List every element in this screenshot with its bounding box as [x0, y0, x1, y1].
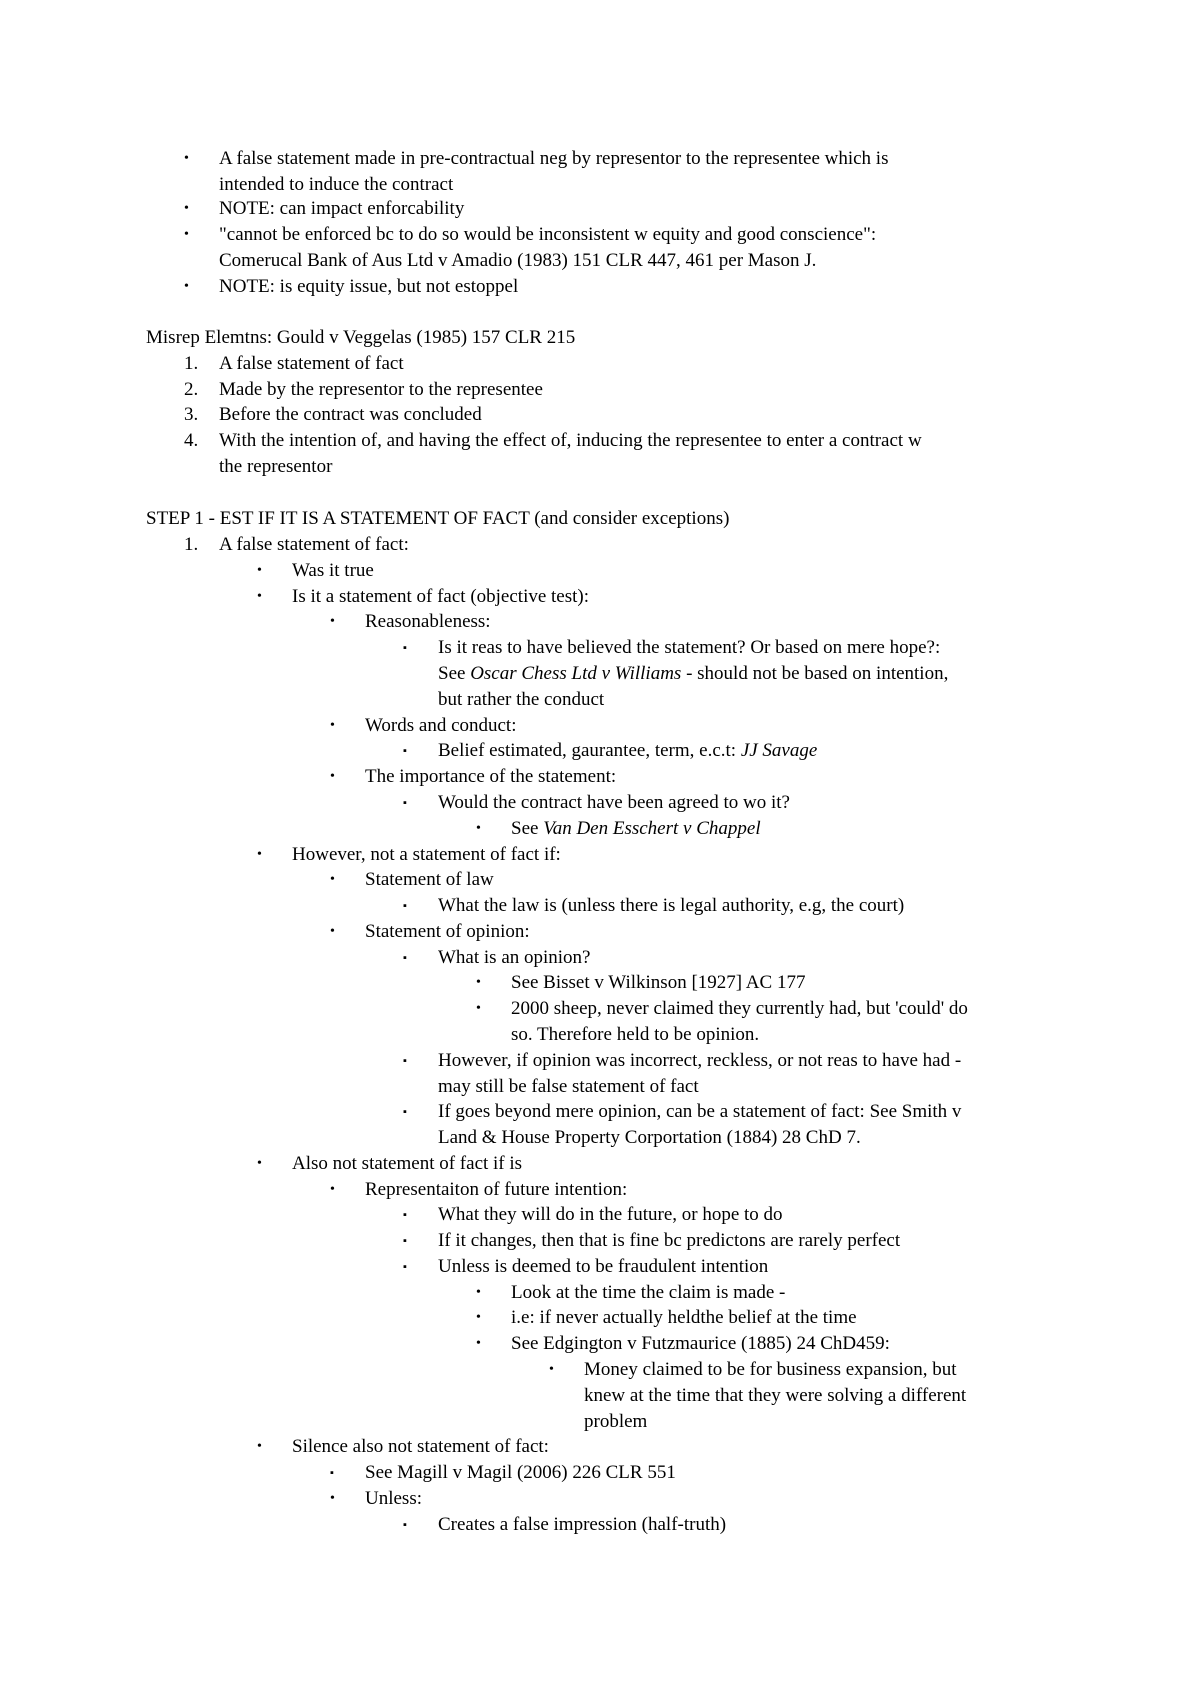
- bullet: •: [330, 614, 335, 629]
- bullet: •: [476, 1310, 481, 1325]
- square-bullet: ▪: [403, 797, 407, 809]
- step1-line: but rather the conduct: [438, 689, 605, 710]
- bullet: •: [549, 1362, 554, 1377]
- square-bullet: ▪: [403, 1055, 407, 1067]
- step1-line: See Magill v Magil (2006) 226 CLR 551: [365, 1462, 676, 1483]
- text-run: See: [438, 663, 471, 684]
- step1-line: so. Therefore held to be opinion.: [511, 1024, 760, 1045]
- text-run: Belief estimated, gaurantee, term, e.c.t:: [438, 740, 741, 761]
- step1-line: What is an opinion?: [438, 947, 591, 968]
- square-bullet: ▪: [403, 1209, 407, 1221]
- bullet: •: [330, 1491, 335, 1506]
- step1-line: [511, 817, 761, 841]
- case-name: Van Den Esschert v Chappel: [543, 818, 761, 839]
- square-bullet: ▪: [403, 1261, 407, 1273]
- bullet: •: [330, 769, 335, 784]
- bullet: •: [184, 279, 189, 294]
- bullet: •: [476, 1336, 481, 1351]
- square-bullet: ▪: [403, 900, 407, 912]
- intro-line: intended to induce the contract: [219, 174, 454, 195]
- square-bullet: ▪: [403, 745, 407, 757]
- list-number: 1.: [184, 534, 199, 555]
- step1-line: Silence also not statement of fact:: [292, 1436, 549, 1457]
- step1-line: i.e: if never actually heldthe belief at the time: [511, 1307, 857, 1328]
- step1-line: See Edgington v Futzmaurice (1885) 24 ChD459:: [511, 1333, 890, 1354]
- step1-line: Would the contract have been agreed to wo it?: [438, 792, 790, 813]
- step1-line: Land & House Property Corportation (1884) 28 ChD 7.: [438, 1127, 861, 1148]
- square-bullet: ▪: [403, 642, 407, 654]
- bullet: •: [257, 847, 262, 862]
- intro-line: NOTE: can impact enforcability: [219, 198, 465, 219]
- misrep-item: Before the contract was concluded: [219, 404, 482, 425]
- step1-line: problem: [584, 1411, 648, 1432]
- step1-line: However, if opinion was incorrect, reckless, or not reas to have had -: [438, 1050, 962, 1071]
- bullet: •: [476, 1285, 481, 1300]
- step1-line: Is it reas to have believed the statement? Or based on mere hope?:: [438, 637, 941, 658]
- step1-line: Representaiton of future intention:: [365, 1179, 628, 1200]
- square-bullet: ▪: [403, 1519, 407, 1531]
- misrep-item: Made by the representor to the representee: [219, 379, 543, 400]
- intro-line: NOTE: is equity issue, but not estoppel: [219, 276, 519, 297]
- step1-line: Unless is deemed to be fraudulent intention: [438, 1256, 769, 1277]
- misrep-item: With the intention of, and having the effect of, inducing the representee to enter a contract w: [219, 430, 922, 451]
- bullet: •: [330, 718, 335, 733]
- step1-line: See Bisset v Wilkinson [1927] AC 177: [511, 972, 806, 993]
- case-name: Oscar Chess Ltd v Williams: [470, 663, 682, 684]
- bullet: •: [330, 872, 335, 887]
- step1-line: [438, 662, 948, 686]
- list-number: 1.: [184, 353, 199, 374]
- intro-line: "cannot be enforced bc to do so would be inconsistent w equity and good conscience":: [219, 224, 877, 245]
- bullet: •: [330, 924, 335, 939]
- step1-line: Was it true: [292, 560, 374, 581]
- step1-line: Money claimed to be for business expansion, but: [584, 1359, 957, 1380]
- step1-line: [438, 739, 817, 763]
- step1-line: However, not a statement of fact if:: [292, 844, 561, 865]
- bullet: •: [476, 975, 481, 990]
- step1-line: Also not statement of fact if is: [292, 1153, 523, 1174]
- bullet: •: [257, 563, 262, 578]
- step1-line: 2000 sheep, never claimed they currently had, but 'could' do: [511, 998, 968, 1019]
- misrep-item: the representor: [219, 456, 333, 477]
- misrep-item: A false statement of fact: [219, 353, 404, 374]
- step1-line: If goes beyond mere opinion, can be a statement of fact: See Smith v: [438, 1101, 962, 1122]
- step1-line: Creates a false impression (half-truth): [438, 1514, 727, 1535]
- square-bullet: ▪: [330, 1467, 334, 1479]
- intro-line: Comerucal Bank of Aus Ltd v Amadio (1983) 151 CLR 447, 461 per Mason J.: [219, 250, 817, 271]
- bullet: •: [184, 227, 189, 242]
- step1-line: What the law is (unless there is legal authority, e.g, the court): [438, 895, 905, 916]
- case-name: JJ Savage: [740, 740, 818, 761]
- step1-line: If it changes, then that is fine bc predictons are rarely perfect: [438, 1230, 901, 1251]
- step1-line: A false statement of fact:: [219, 534, 409, 555]
- text-run: See: [511, 818, 544, 839]
- misrep-heading: Misrep Elemtns: Gould v Veggelas (1985) 157 CLR 215: [146, 327, 576, 348]
- step1-line: Statement of law: [365, 869, 494, 890]
- bullet: •: [184, 201, 189, 216]
- step1-line: Reasonableness:: [365, 611, 491, 632]
- bullet: •: [476, 821, 481, 836]
- square-bullet: ▪: [403, 1235, 407, 1247]
- bullet: •: [184, 151, 189, 166]
- step1-line: Statement of opinion:: [365, 921, 530, 942]
- step1-line: Look at the time the claim is made -: [511, 1282, 786, 1303]
- square-bullet: ▪: [403, 1106, 407, 1118]
- step1-heading: STEP 1 - EST IF IT IS A STATEMENT OF FACT (and consider exceptions): [146, 508, 730, 529]
- step1-line: Unless:: [365, 1488, 422, 1509]
- list-number: 3.: [184, 404, 199, 425]
- bullet: •: [257, 1156, 262, 1171]
- step1-line: Words and conduct:: [365, 715, 517, 736]
- bullet: •: [330, 1182, 335, 1197]
- list-number: 2.: [184, 379, 199, 400]
- intro-line: A false statement made in pre-contractual neg by representor to the representee which is: [219, 148, 889, 169]
- square-bullet: ▪: [403, 952, 407, 964]
- step1-line: Is it a statement of fact (objective test):: [292, 586, 590, 607]
- step1-line: What they will do in the future, or hope to do: [438, 1204, 783, 1225]
- bullet: •: [476, 1001, 481, 1016]
- step1-line: may still be false statement of fact: [438, 1076, 699, 1097]
- list-number: 4.: [184, 430, 199, 451]
- step1-line: The importance of the statement:: [365, 766, 617, 787]
- bullet: •: [257, 1439, 262, 1454]
- bullet: •: [257, 589, 262, 604]
- text-run: - should not be based on intention,: [681, 663, 949, 684]
- step1-line: knew at the time that they were solving a different: [584, 1385, 967, 1406]
